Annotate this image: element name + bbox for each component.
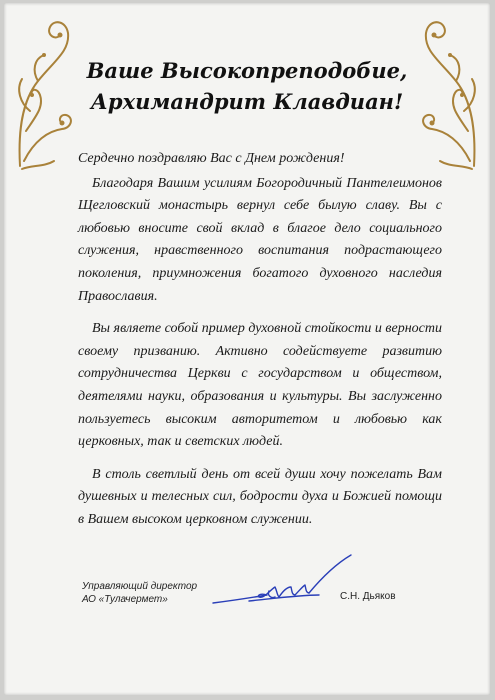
signatory-title-block: [82, 580, 197, 606]
signatory-company: АО «Тулачермет»: [82, 594, 168, 605]
heading-line-1: Ваше Высокопреподобие,: [86, 58, 408, 83]
letter-heading: [4, 55, 490, 117]
signatory-name: С.Н. Дьяков: [340, 591, 396, 602]
greeting-line: Сердечно поздравляю Вас с Днем рождения!: [78, 151, 345, 166]
letter-sheet: [4, 3, 490, 695]
signatory-position: Управляющий директор: [82, 581, 198, 592]
letter-body: [78, 148, 442, 532]
paragraph-2: Вы являете собой пример духовной стойкости и верности своему призванию. Активно содействуете развитию сотрудничества Церкви с государством и обществом, деятелями науки, образования и культуры. Вы заслуженно пользуетесь высоким авторитетом и любовью как церковных, так и светских людей.: [78, 321, 442, 450]
heading-line-2: Архимандрит Клавдиан!: [90, 89, 404, 114]
paragraph-3: В столь светлый день от всей души хочу пожелать Вам душевных и телесных сил, бодрости духа и Божией помощи в Вашем высоком церковном служении.: [78, 466, 442, 527]
paragraph-1: Благодаря Вашим усилиям Богородичный Пантелеимонов Щегловский монастырь вернул себе былую славу. Вы с любовью вносите свой вклад в благое дело социального служения, нравственного воспитания подрастающего поколения, приумножения богатого духовного наследия Православия.: [78, 175, 442, 304]
handwritten-signature: [209, 551, 379, 613]
